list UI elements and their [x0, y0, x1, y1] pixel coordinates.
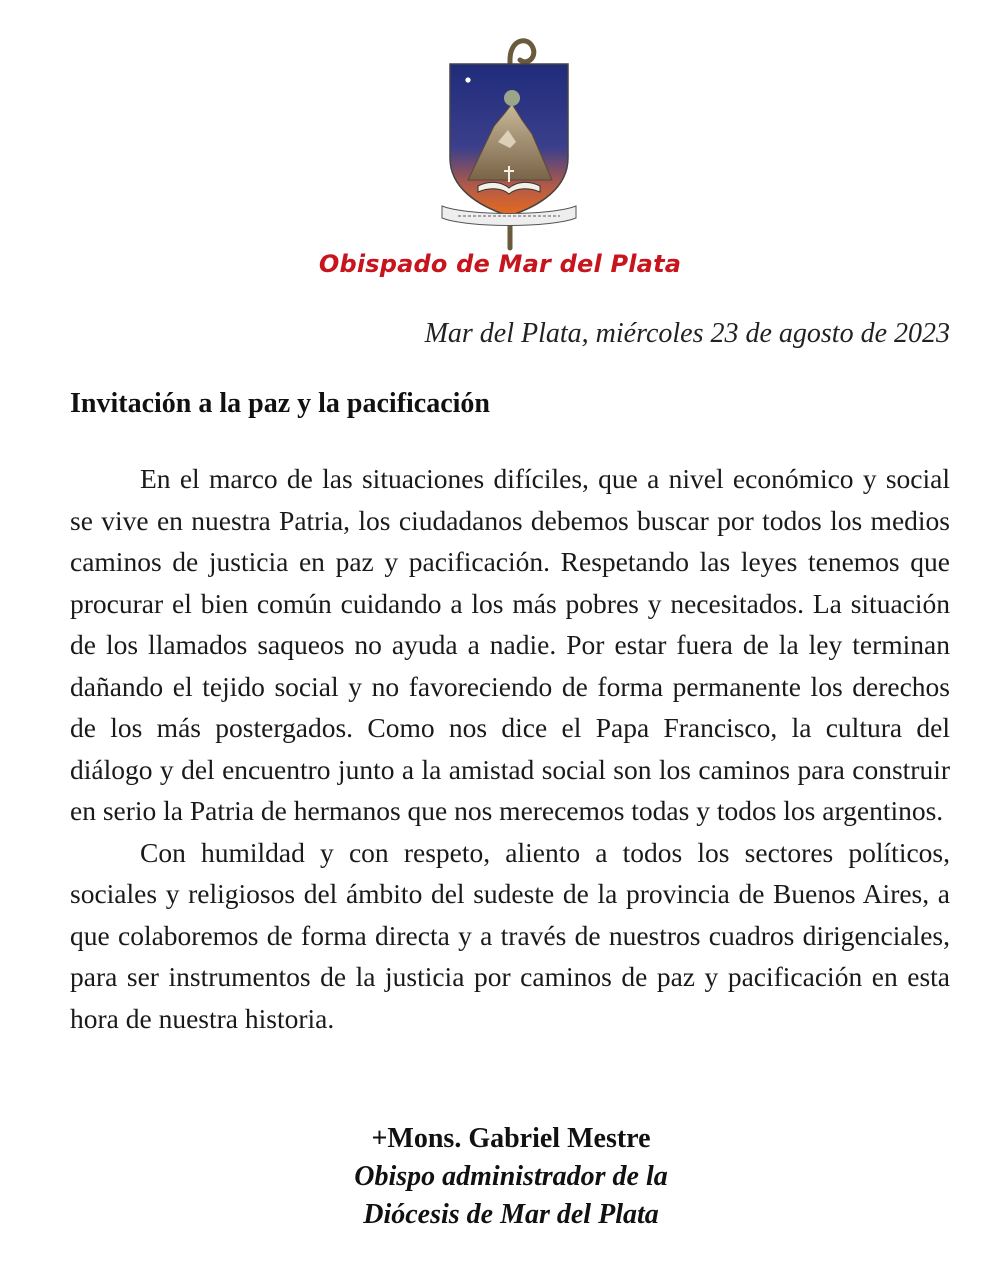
- paragraph-2: Con humildad y con respeto, aliento a todos los sectores políticos, sociales y religiosos del ámbito del sudeste de la provincia de Buenos Aires, a que colaboremos de forma directa y a través de nuestros cuadros dirigenciales, para ser instrumentos de la justicia por caminos de paz y pacificación en esta hora de nuestra historia.: [70, 836, 950, 1034]
- paragraph-1: En el marco de las situaciones difíciles, que a nivel económico y social se vive en nuestra Patria, los ciudadanos debemos buscar por todos los medios caminos de justicia en paz y pacificación. Respetando las leyes tenemos que procurar el bien común cuidando a los más pobres y necesitados. La situación de los llamados saqueos no ayuda a nadie. Por estar fuera de la ley terminan dañando el tejido social y no favoreciendo de forma permanente los derechos de los más postergados. Como nos dice el Papa Francisco, la cultura del diálogo y del encuentro junto a la amistad social son los caminos para construir en serio la Patria de hermanos que nos merecemos todas y todos los argentinos.: [70, 463, 950, 826]
- star-icon: [465, 77, 470, 82]
- signature-role-line-1: Obispo administrador de la: [354, 1161, 668, 1192]
- signature-role-line-2: Diócesis de Mar del Plata: [363, 1199, 659, 1230]
- document-body: [70, 458, 950, 1039]
- date-line: Mar del Plata, miércoles 23 de agosto de 2023: [424, 318, 950, 349]
- tree-icon: [504, 90, 520, 106]
- signature-name: +Mons. Gabriel Mestre: [371, 1123, 651, 1154]
- org-name: Obispado de Mar del Plata: [318, 250, 682, 278]
- signature-block: [0, 1120, 1000, 1234]
- diocese-crest-logo: [428, 30, 588, 252]
- document-title: Invitación a la paz y la pacificación: [70, 388, 490, 419]
